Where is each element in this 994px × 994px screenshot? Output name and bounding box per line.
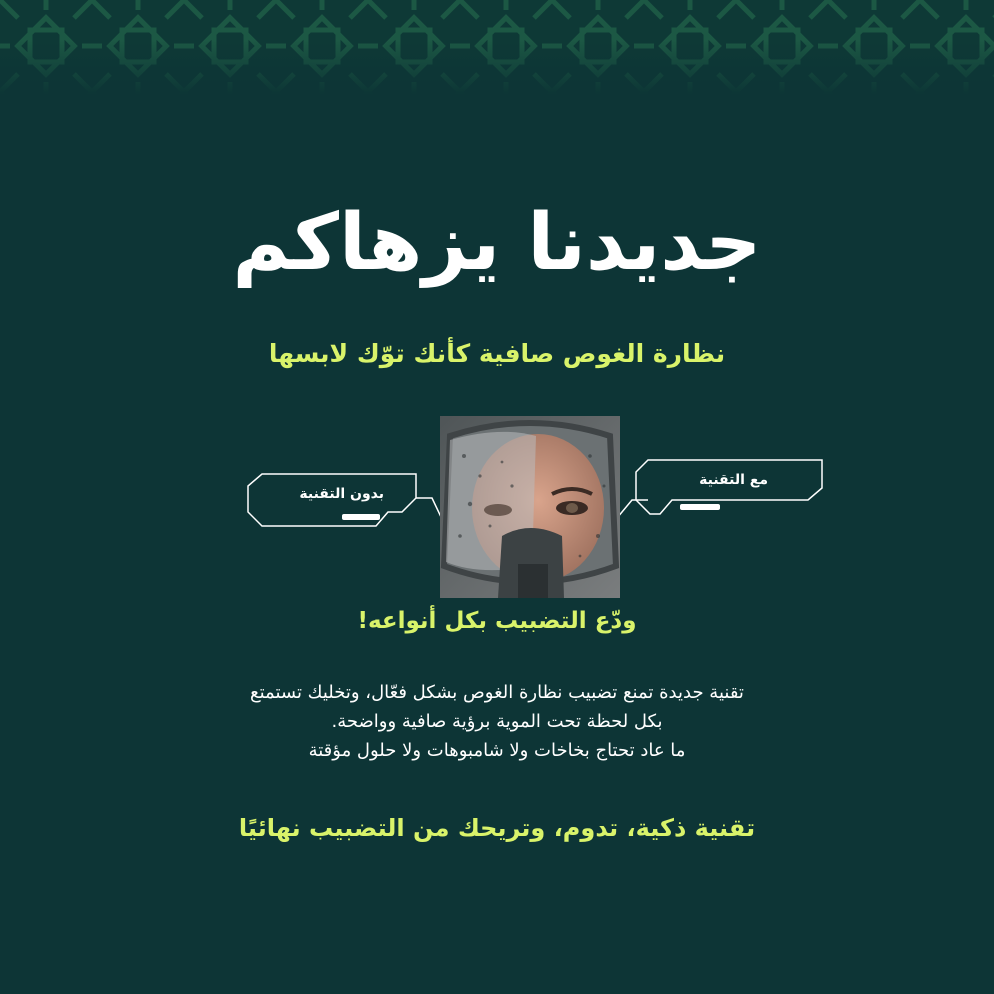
- body-line-2: بكل لحظة تحت الموية برؤية صافية وواضحة.: [331, 711, 663, 732]
- geometric-pattern-icon: [0, 0, 994, 96]
- diving-mask-photo: [440, 416, 620, 598]
- label-with-technology: [636, 460, 822, 514]
- label-with-text: مع التقنية: [699, 472, 768, 488]
- tagline: ودّع التضبيب بكل أنواعه!: [357, 608, 637, 634]
- body-paragraph: [140, 678, 854, 765]
- body-line-3: ما عاد تحتاج بخاخات ولا شامبوهات ولا حلول مؤقتة: [308, 740, 686, 761]
- subtitle: نظارة الغوص صافية كأنك توّك لابسها: [268, 339, 726, 368]
- decorative-pattern-band: [0, 0, 994, 96]
- body-line-1: تقنية جديدة تمنع تضبيب نظارة الغوص بشكل فعّال، وتخليك تستمتع: [250, 682, 744, 703]
- label-without-technology: [248, 474, 418, 526]
- headline: جديدنا يزهاكم: [232, 198, 762, 288]
- closing-line: تقنية ذكية، تدوم، وتريحك من التضبيب نهائيًا: [238, 814, 756, 842]
- label-without-text: بدون التقنية: [299, 486, 384, 502]
- diving-mask-image: [440, 416, 620, 598]
